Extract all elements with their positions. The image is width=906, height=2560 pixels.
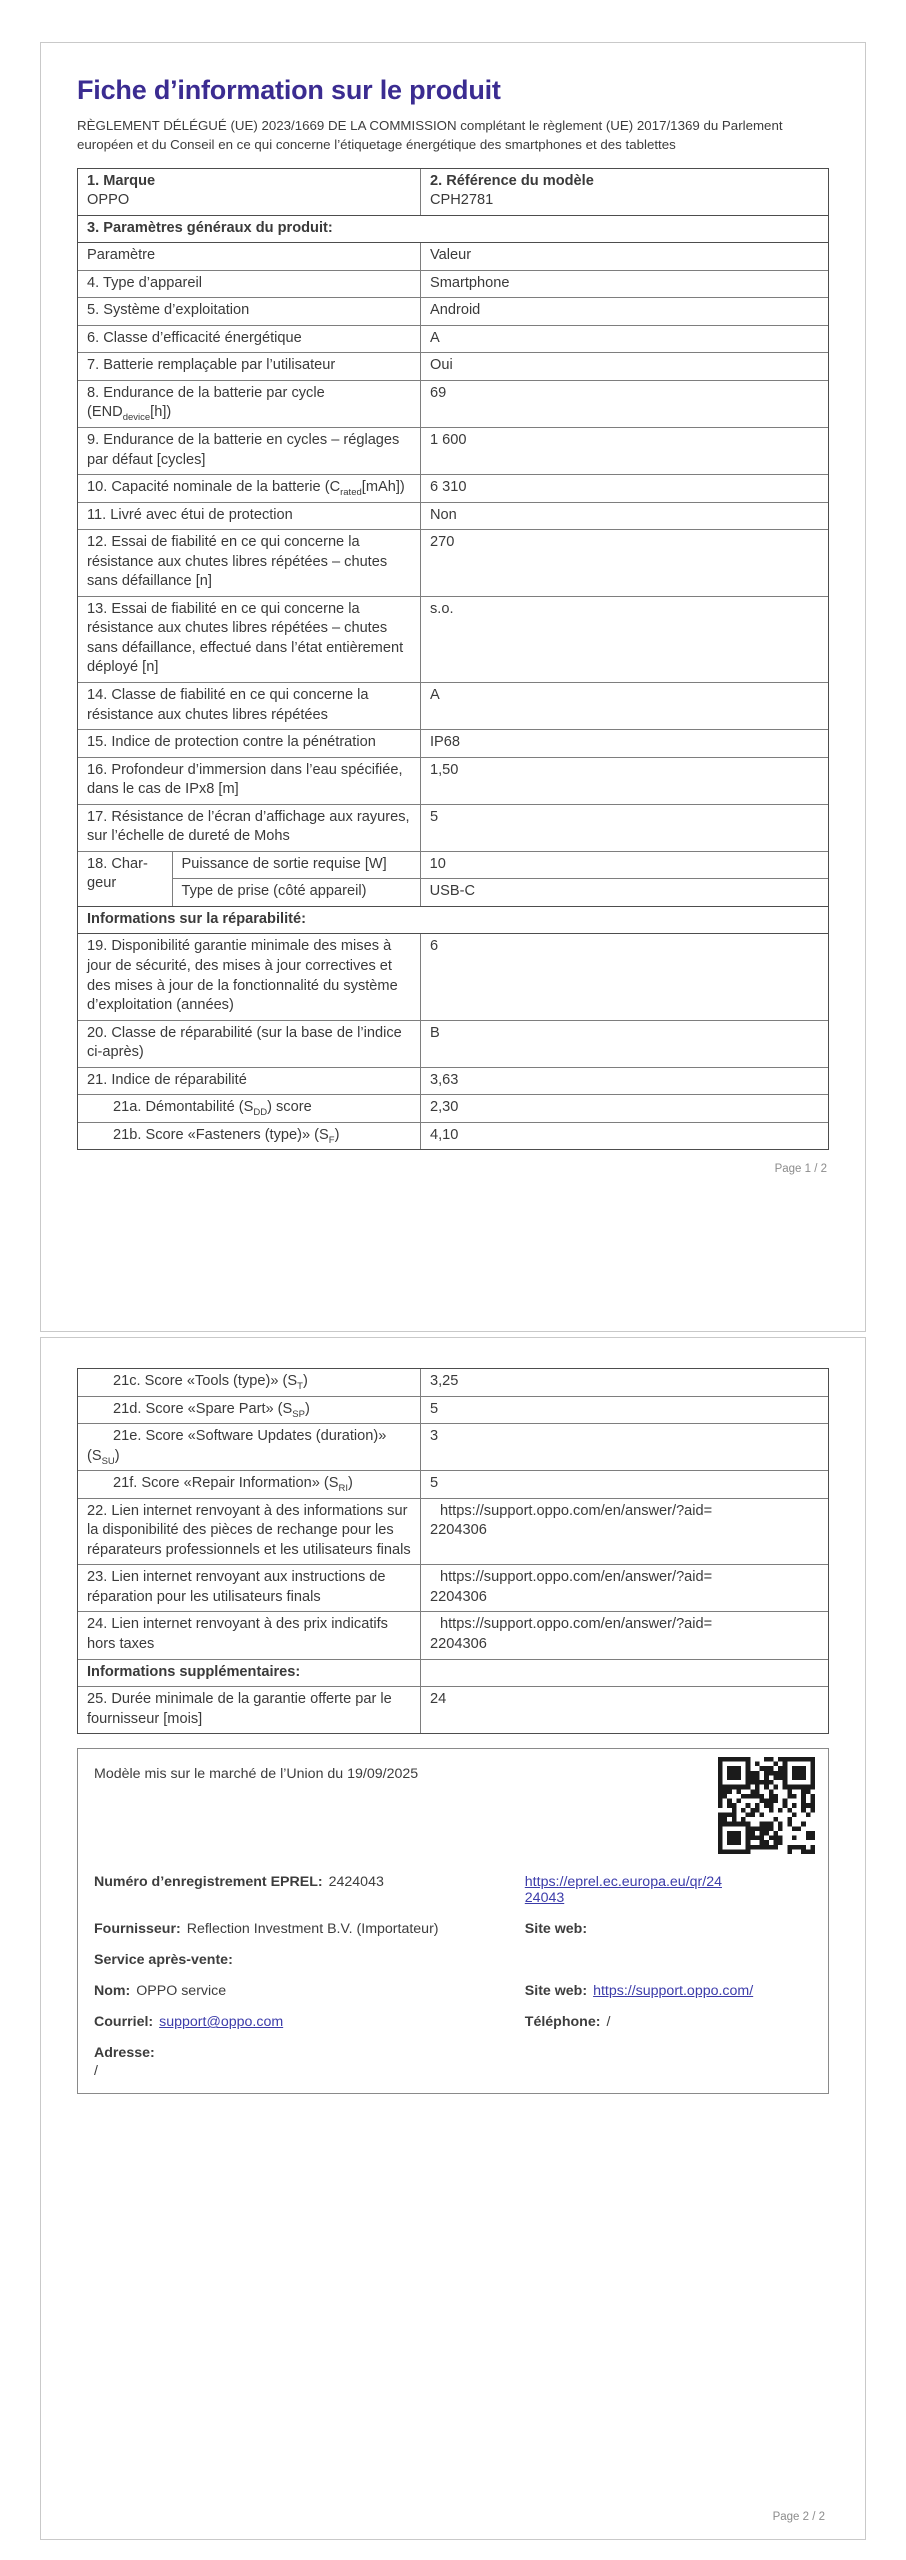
- param-cell: 21. Indice de réparabilité: [87, 1071, 247, 1088]
- after-sales-row: [94, 1952, 812, 1968]
- value-cell: 69: [420, 381, 828, 427]
- value-cell: A: [420, 683, 828, 729]
- value-cell: 1,50: [420, 758, 828, 804]
- value-cell: 6 310: [420, 475, 828, 502]
- table-row: [78, 1396, 828, 1424]
- value-cell: IP68: [420, 730, 828, 757]
- eprel-link-line-1: https://eprel.ec.europa.eu/qr/24: [524, 1874, 722, 1891]
- value-cell: USB-C: [420, 879, 828, 906]
- table-row: [78, 804, 828, 851]
- section-row: [78, 906, 828, 934]
- charger-subrows: [173, 852, 829, 906]
- after-sales-label: Service après-vente:: [94, 1952, 233, 1969]
- param-cell: 4. Type d’appareil: [87, 274, 202, 291]
- market-date: Modèle mis sur le marché de l’Union du 19/09/2025: [94, 1766, 419, 1783]
- value-cell: 5: [420, 1397, 828, 1424]
- param-cell: 13. Essai de fiabilité en ce qui concerne la résistance aux chutes libres répétées – chutes sans défaillance, effectué dans l’état entièrement déployé [n]: [87, 600, 404, 676]
- value-cell: 4,10: [420, 1123, 828, 1150]
- value-cell: 3,25: [420, 1369, 828, 1396]
- table-row: [173, 878, 829, 906]
- table-row: [78, 1369, 828, 1396]
- model-cell: [420, 169, 828, 215]
- param-cell: Paramètre: [87, 247, 156, 264]
- product-table-page2: [77, 1368, 829, 1734]
- eprel-link[interactable]: [525, 1874, 812, 1906]
- value-cell: [420, 1660, 828, 1687]
- table-row: [78, 380, 828, 427]
- table-row: [78, 1611, 828, 1658]
- param-cell: 21a. Démontabilité $(S_{DD})$ score: [113, 1099, 312, 1119]
- param-cell: 14. Classe de fiabilité en ce qui concerne la résistance aux chutes libres répétées: [87, 687, 369, 723]
- param-cell: 21d. Score «Spare Part» $(S_{SP})$: [113, 1400, 310, 1420]
- value-cell: B: [420, 1021, 828, 1067]
- address-label: Adresse:: [94, 2045, 155, 2062]
- value-cell: Non: [420, 503, 828, 530]
- value-line: 2204306: [430, 1522, 487, 1539]
- value-line: 2204306: [430, 1588, 487, 1605]
- address-value: /: [94, 2063, 98, 2080]
- table-row: [78, 1423, 828, 1470]
- table-row: [78, 1659, 828, 1687]
- table-row: [78, 242, 828, 270]
- phone-value: /: [606, 2014, 611, 2031]
- param-cell: 21c. Score «Tools (type)» $(S_T)$: [113, 1373, 308, 1392]
- value-cell: 3,63: [420, 1068, 828, 1095]
- value-cell: [420, 1612, 828, 1658]
- qr-code: [718, 1757, 815, 1854]
- charger-head-cell: 18. Chargeur: [78, 852, 173, 906]
- value-cell: Valeur: [420, 243, 828, 270]
- brand-label: 1. Marque: [87, 172, 156, 189]
- table-row: [78, 1686, 828, 1733]
- value-cell: 24: [420, 1687, 828, 1733]
- page-title: Fiche d’information sur le produit: [77, 75, 501, 105]
- param-cell: 19. Disponibilité garantie minimale des mises à jour de sécurité, des mises à jour correctives et des mises à jour de la fonctionnalité du système d’exploitation (années): [87, 938, 398, 1014]
- table-row: [78, 596, 828, 682]
- table-row: [78, 474, 828, 502]
- table-row: [78, 427, 828, 474]
- param-cell: 21e. Score «Software Updates (duration)» $(S_{SU})$: [87, 1428, 387, 1467]
- service-name-row: [94, 1983, 812, 1999]
- param-cell: 7. Batterie remplaçable par l’utilisateur: [87, 357, 336, 374]
- value-line: 2204306: [430, 1636, 487, 1653]
- table-row: [78, 851, 828, 906]
- value-cell: Oui: [420, 353, 828, 380]
- param-cell: 12. Essai de fiabilité en ce qui concerne la résistance aux chutes libres répétées – chutes sans défaillance [n]: [87, 534, 388, 590]
- value-cell: 5: [420, 1471, 828, 1498]
- param-cell: 9. Endurance de la batterie en cycles – réglages par défaut [cycles]: [87, 432, 400, 468]
- page-number-1: Page 1 / 2: [774, 1163, 827, 1176]
- table-row: [78, 1564, 828, 1611]
- service-website-link[interactable]: https://support.oppo.com/: [593, 1983, 754, 2000]
- table-row: [78, 1094, 828, 1122]
- address-row: [94, 2045, 812, 2079]
- param-cell: 10. Capacité nominale de la batterie $(C_{rated}[mAh])$: [87, 479, 405, 498]
- table-row: [78, 1020, 828, 1067]
- table-row: [78, 1067, 828, 1095]
- table-row: [78, 1498, 828, 1565]
- supplier-value: Reflection Investment B.V. (Importateur): [186, 1921, 439, 1938]
- value-cell: Smartphone: [420, 271, 828, 298]
- regulation-text: RÈGLEMENT DÉLÉGUÉ (UE) 2023/1669 DE LA COMMISSION complétant le règlement (UE) 2017/1369 du Parlement européen et du Conseil en ce qui concerne l’étiquetage énergétique des smartphones et des tablettes: [77, 118, 783, 153]
- table-row: [78, 933, 828, 1019]
- product-table-page1: [77, 168, 829, 1151]
- page-2: [40, 1337, 866, 2540]
- param-cell: 24. Lien internet renvoyant à des prix indicatifs hors taxes: [87, 1616, 388, 1653]
- table-row: [78, 729, 828, 757]
- param-cell: 21f. Score «Repair Information» $(S_{RI})$: [113, 1475, 353, 1495]
- param-cell: 15. Indice de protection contre la pénétration: [87, 734, 376, 751]
- model-label: 2. Référence du modèle: [430, 172, 594, 189]
- table-row: [78, 529, 828, 596]
- document-viewer: [0, 42, 906, 2540]
- param-cell: 16. Profondeur d’immersion dans l’eau spécifiée, dans le cas de IPx8 [m]: [87, 761, 403, 798]
- table-row: [78, 1470, 828, 1498]
- section-row: [78, 215, 828, 243]
- param-cell: 5. Système d’exploitation: [87, 302, 250, 319]
- value-cell: Android: [420, 298, 828, 325]
- supplier-row: [94, 1921, 812, 1937]
- value-cell: 5: [420, 805, 828, 851]
- table-row: [78, 297, 828, 325]
- value-cell: 10: [420, 852, 828, 879]
- param-cell: 23. Lien internet renvoyant aux instructions de réparation pour les utilisateurs finals: [87, 1569, 386, 1605]
- eprel-row: [94, 1874, 812, 1906]
- brand-value: OPPO: [87, 192, 130, 209]
- value-cell: [420, 1499, 828, 1565]
- eprel-number: 2424043: [328, 1874, 384, 1891]
- value-cell: s.o.: [420, 597, 828, 682]
- model-value: CPH2781: [430, 192, 494, 209]
- service-name-value: OPPO service: [136, 1983, 227, 2000]
- brand-cell: [78, 169, 420, 215]
- table-row: [78, 270, 828, 298]
- email-label: Courriel:: [94, 2014, 154, 2031]
- service-name-label: Nom:: [94, 1983, 131, 2000]
- table-row: [78, 757, 828, 804]
- table-row: [78, 325, 828, 353]
- table-row: [78, 502, 828, 530]
- phone-label: Téléphone:: [524, 2014, 601, 2031]
- supplier-website-label: Site web:: [524, 1921, 588, 1938]
- value-cell: [420, 1565, 828, 1611]
- eprel-label: Numéro d’enregistrement EPREL:: [94, 1874, 323, 1891]
- param-cell: 6. Classe d’efficacité énergétique: [87, 329, 302, 346]
- service-website-label: Site web:: [524, 1983, 588, 2000]
- email-row: [94, 2014, 812, 2030]
- param-cell: 25. Durée minimale de la garantie offerte par le fournisseur [mois]: [87, 1691, 392, 1727]
- table-row: [78, 1122, 828, 1150]
- value-line: https://support.oppo.com/en/answer/?aid=: [440, 1569, 713, 1586]
- param-cell: 17. Résistance de l’écran d’affichage aux rayures, sur l’échelle de dureté de Mohs: [87, 808, 410, 845]
- table-row: [78, 169, 828, 215]
- param-cell: 8. Endurance de la batterie par cycle $(END_{device}[h])$: [87, 384, 325, 424]
- param-cell: 11. Livré avec étui de protection: [87, 506, 293, 523]
- value-cell: 1 600: [420, 428, 828, 474]
- table-row: [78, 682, 828, 729]
- value-cell: 6: [420, 934, 828, 1019]
- value-cell: 2,30: [420, 1095, 828, 1122]
- table-row: [173, 852, 829, 879]
- param-cell: Puissance de sortie requise [W]: [181, 855, 387, 872]
- eprel-link-line-2: 24043: [524, 1890, 565, 1907]
- section-label: 3. Paramètres généraux du produit:: [87, 219, 333, 236]
- value-cell: 270: [420, 530, 828, 596]
- param-cell: Informations supplémentaires:: [87, 1663, 301, 1680]
- param-cell: 20. Classe de réparabilité (sur la base de l’indice ci-après): [87, 1024, 402, 1061]
- value-line: https://support.oppo.com/en/answer/?aid=: [440, 1502, 713, 1519]
- table-row: [78, 352, 828, 380]
- param-cell: 22. Lien internet renvoyant à des informations sur la disponibilité des pièces de rechange pour les réparateurs professionnels et les utilisateurs finals: [87, 1502, 411, 1558]
- supplier-label: Fournisseur:: [94, 1921, 181, 1938]
- param-cell: Type de prise (côté appareil): [181, 883, 367, 900]
- page-number-2: Page 2 / 2: [772, 2511, 825, 2523]
- value-cell: A: [420, 326, 828, 353]
- section-label: Informations sur la réparabilité:: [87, 910, 306, 927]
- value-line: https://support.oppo.com/en/answer/?aid=: [440, 1616, 713, 1633]
- value-cell: 3: [420, 1424, 828, 1470]
- market-info-box: [77, 1748, 829, 2094]
- page-1: [40, 42, 866, 1332]
- param-cell: 21b. Score «Fasteners (type)» $(S_F)$: [113, 1126, 340, 1146]
- email-link[interactable]: support@oppo.com: [159, 2014, 284, 2031]
